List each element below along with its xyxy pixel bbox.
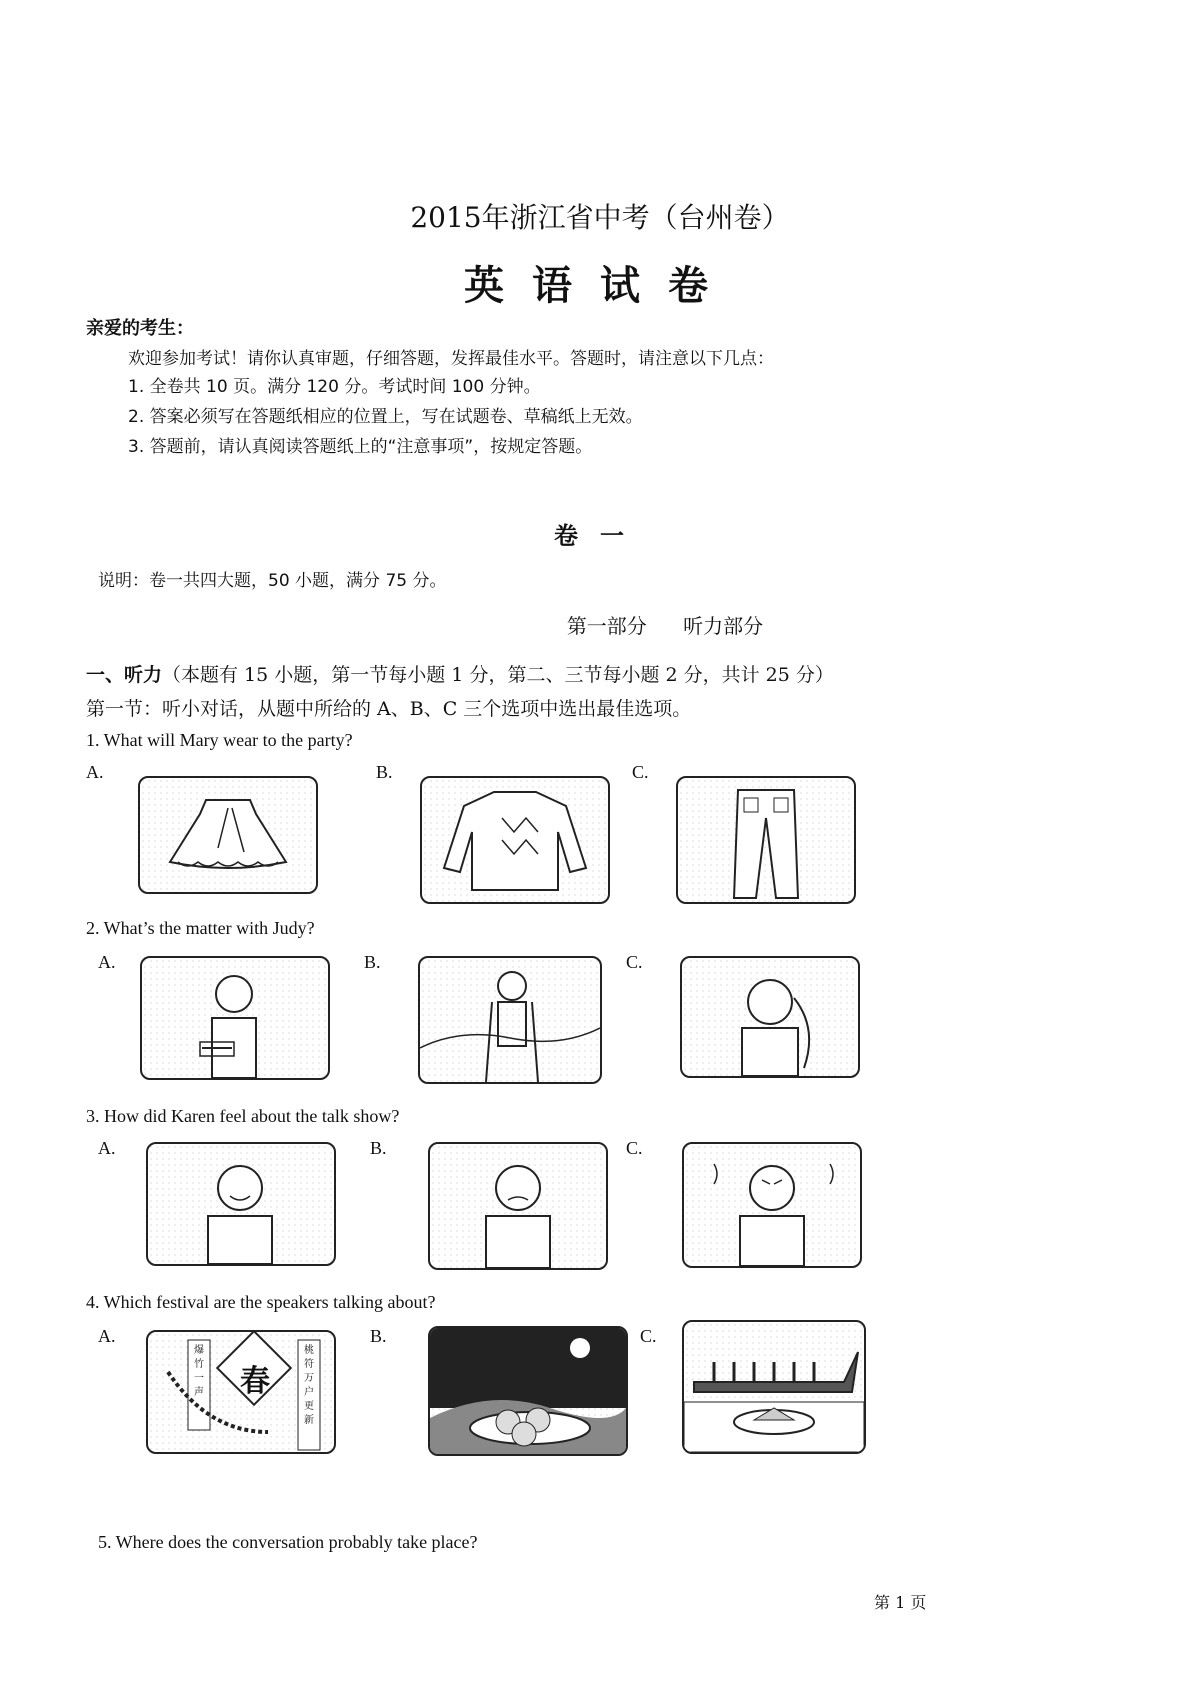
volume-title: 卷一	[554, 522, 646, 550]
section-label: 一、听力	[86, 664, 163, 686]
part-title: 第一部分 听力部分	[566, 614, 764, 638]
rule-2: 2. 答案必须写在答题纸相应的位置上，写在试题卷、草稿纸上无效。	[128, 407, 643, 427]
dragon-boat-picture	[682, 1320, 866, 1454]
option-label: A.	[98, 952, 116, 972]
exam-title: 2015年浙江省中考（台州卷）	[410, 201, 790, 234]
option-label: B.	[370, 1326, 387, 1346]
option-label: A.	[98, 1326, 116, 1346]
intro-text: 欢迎参加考试！请你认真审题，仔细答题，发挥最佳水平。答题时，请注意以下几点：	[128, 349, 774, 369]
option-label: B.	[364, 952, 381, 972]
girl-crutches-picture	[418, 956, 602, 1084]
girl-toothache-picture	[680, 956, 860, 1078]
mid-autumn-picture	[428, 1326, 628, 1456]
greeting: 亲爱的考生：	[86, 318, 194, 339]
chun-character: 春	[240, 1364, 270, 1399]
question-3: 3. How did Karen feel about the talk show?	[86, 1106, 400, 1126]
question-2: 2. What’s the matter with Judy?	[86, 918, 315, 938]
option-label: C.	[640, 1326, 657, 1346]
section-heading	[86, 660, 834, 687]
jeans-picture	[676, 776, 856, 904]
question-4: 4. Which festival are the speakers talking about?	[86, 1292, 436, 1312]
option-label: C.	[632, 762, 649, 782]
question-5: 5. Where does the conversation probably take place?	[98, 1532, 478, 1552]
exam-subtitle: 英语试卷	[464, 263, 736, 309]
girl-crying-picture	[428, 1142, 608, 1270]
rule-1: 1. 全卷共 10 页。满分 120 分。考试时间 100 分钟。	[128, 377, 541, 397]
girl-injured-arm-picture	[140, 956, 330, 1080]
skirt-picture	[138, 776, 318, 894]
left-couplet: 爆竹一声	[194, 1345, 204, 1398]
page-number: 第 1 页	[874, 1593, 927, 1612]
sweater-picture	[420, 776, 610, 904]
option-label: A.	[98, 1138, 116, 1158]
option-label: B.	[376, 762, 393, 782]
spring-festival-picture	[146, 1330, 336, 1454]
option-label: B.	[370, 1138, 387, 1158]
option-label: C.	[626, 1138, 643, 1158]
rule-3: 3. 答题前，请认真阅读答题纸上的“注意事项”，按规定答题。	[128, 437, 593, 457]
question-1: 1. What will Mary wear to the party?	[86, 730, 353, 750]
girl-happy-picture	[146, 1142, 336, 1266]
section-note: （本题有 15 小题，第一节每小题 1 分，第二、三节每小题 2 分，共计 25 分）	[162, 664, 834, 686]
option-label: C.	[626, 952, 643, 972]
right-couplet: 桃符万户更新	[304, 1345, 314, 1426]
option-label: A.	[86, 762, 104, 782]
volume-note: 说明：卷一共四大题，50 小题，满分 75 分。	[98, 571, 447, 591]
girl-angry-picture	[682, 1142, 862, 1268]
subsection-heading: 第一节：听小对话，从题中所给的 A、B、C 三个选项中选出最佳选项。	[86, 698, 692, 720]
